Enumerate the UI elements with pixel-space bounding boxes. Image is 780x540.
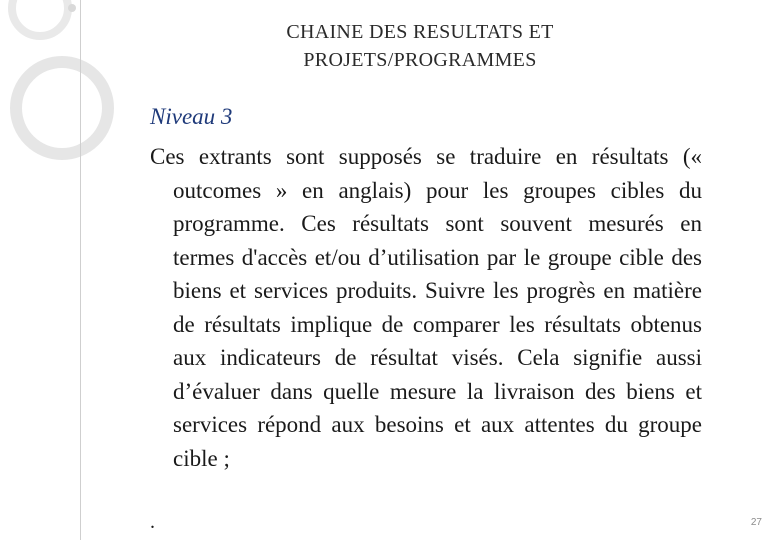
title-line-2: PROJETS/PROGRAMMES [303, 49, 537, 71]
level-heading: Niveau 3 [150, 104, 233, 129]
ring-small [12, 0, 68, 36]
body-paragraph: Ces extrants sont supposés se traduire en résultats (« outcomes » en anglais) pour les groupes cibles du programme. Ces résultats sont souvent mesurés en termes d'accès et/ou d’utilisation par le groupe cible des biens et services produits. Suivre les progrès en matière de résultats implique de comparer les résultats obtenus aux indicateurs de résultat visés. Cela signifie aussi d’évaluer dans quelle mesure la livraison des biens et services répond aux besoins et aux attentes du groupe cible ; [150, 144, 702, 471]
ring-large [16, 62, 108, 154]
left-vertical-rule [80, 0, 81, 540]
trailing-bullet: . [150, 511, 155, 533]
page-number: 27 [750, 517, 762, 528]
slide-title [150, 18, 690, 74]
dot-accent [68, 4, 76, 12]
title-line-1: CHAINE DES RESULTATS ET [286, 21, 554, 43]
